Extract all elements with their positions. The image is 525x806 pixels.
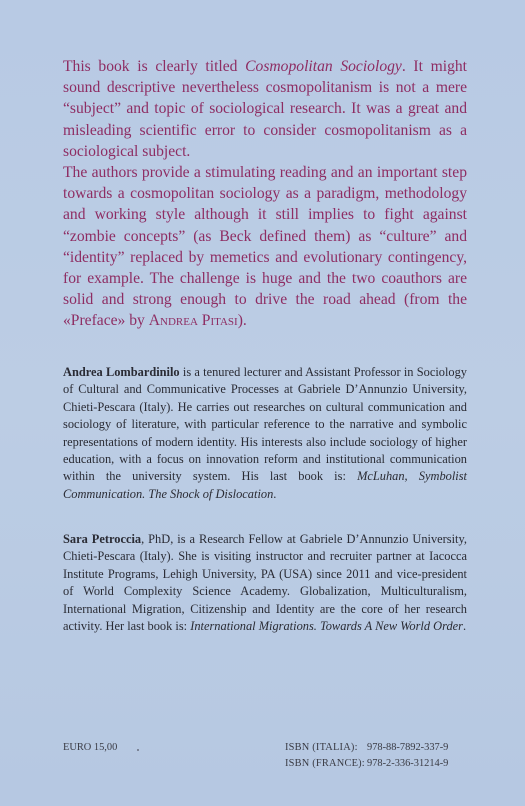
blurb-text: . It might sound descriptive nevertheless cosmopolitanism is not a mere “subject” and topic of sociological research. It was a great and misleading scientific error to consider cosmopolitanism as a sociological subject. [63,58,468,160]
price: EURO 15,00 [63,742,118,753]
last-book-title: International Migrations. Towards A New World Order [190,619,463,634]
bio-text: is a tenured lecturer and Assistant Professor in Sociology of Cultural and Communicative Processes at Gabriele D’Annunzio University, Chieti-Pescara (Italy). He carries out researches on cultural communication and sociology of literature, with particular reference to the narrative and symbolic representations of modern identity. His interests also include sociology of higher education, with a focus on innovation reform and institutional communication within the university system. His last book is: [63,365,467,484]
isbn-france: 978-2-336-31214-9 [367,758,449,769]
isbn-france-row [285,756,448,772]
last-book-title: McLuhan, Symbolist Communication. The Shock of Dislocation [63,469,467,501]
author-bio-petroccia [63,531,467,635]
isbn-italia: 978-88-7892-337-9 [367,742,449,753]
blurb-text: The authors provide a stimulating reading and an important step towards a cosmopolitan sociology as a paradigm, methodology and working style although it still implies to fight against “zombie concepts” (as Beck defined them) as “culture” and “identity” replaced by memetics and evolutionary contingency, for example. The challenge is huge and the two coauthors are solid and strong enough to drive the road ahead (from the «Preface» by [63,164,467,330]
blurb-paragraph-2 [63,162,467,332]
blurb-text: ). [237,312,247,330]
print-speck [137,749,139,751]
isbn-france-label: ISBN (FRANCE): [285,758,365,769]
author-name: Andrea Lombardinilo [63,365,180,379]
blurb-paragraph-1 [63,56,467,162]
author-bio-lombardinilo [63,364,467,503]
isbn-italia-label: ISBN (ITALIA): [285,742,358,753]
blurb-text: This book is clearly titled [63,58,246,75]
isbn-italia-row [285,740,448,756]
author-name: Sara Petroccia [63,532,142,546]
preface-author: Andrea Pitasi [148,312,238,330]
bio-text: , PhD, is a Research Fellow at Gabriele D’Annunzio University, Chieti-Pescara (Italy). She is visiting instructor and recruiter partner at Iacocca Institute Programs, Lehigh University, PA (USA) since 2011 and vice-president of World Complexity Science Academy. Globalization, Multiculturalism, International Migration, Citizenship and Identity are the core of her research activity. Her last book is: [63,532,467,634]
bio-text: . [462,619,467,634]
isbn-block [285,740,448,772]
bio-text: . [273,486,277,501]
book-title: Cosmopolitan Sociology [245,58,402,75]
book-blurb [63,56,467,332]
